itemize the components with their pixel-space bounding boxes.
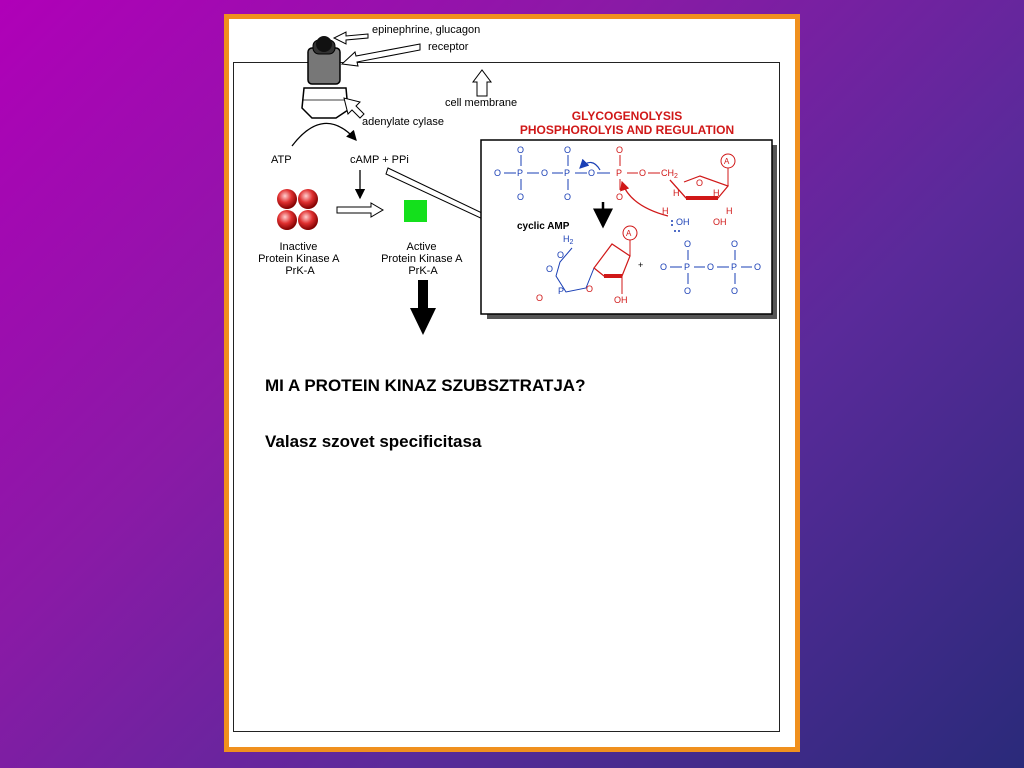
svg-text:P: P [558, 286, 565, 296]
svg-text:O: O [536, 293, 544, 303]
svg-text:OH: OH [614, 295, 628, 305]
svg-text:O: O [541, 168, 549, 178]
label-inactive-kinase: Inactive Protein Kinase A PrK-A [258, 241, 339, 277]
svg-text:O: O [616, 145, 624, 155]
label-hormones: epinephrine, glucagon [372, 24, 481, 36]
svg-text:O: O [696, 178, 704, 188]
svg-text:O: O [707, 262, 715, 272]
svg-text:O: O [588, 168, 596, 178]
svg-text:P: P [564, 168, 571, 178]
svg-text:O: O [564, 145, 572, 155]
svg-text:+: + [638, 260, 644, 270]
reaction-title-line1: GLYCOGENOLYSIS [571, 109, 683, 123]
svg-text:H: H [713, 188, 720, 198]
svg-text:O: O [731, 239, 739, 249]
active-kinase-icon [404, 200, 427, 222]
inactive-kinase-icon [277, 189, 318, 230]
big-down-arrow-icon [410, 280, 436, 335]
svg-text:H2: $H_2$ [563, 234, 574, 246]
svg-text:OH: OH [676, 217, 690, 227]
receptor-arrow-icon [342, 44, 420, 66]
svg-text:P: P [684, 262, 691, 272]
svg-text:O: O [546, 264, 554, 274]
hormone-arrow-icon [334, 32, 368, 44]
question-text: MI A PROTEIN KINAZ SZUBSZTRATJA? [265, 376, 586, 395]
svg-text:H: H [662, 206, 669, 216]
label-atp: ATP [271, 154, 292, 166]
svg-text:O: O [639, 168, 647, 178]
svg-text:A: A [724, 157, 730, 166]
label-adenylate-cyclase: adenylate cylase [362, 116, 444, 128]
membrane-arrow-icon [473, 70, 491, 96]
receptor-graphic [302, 36, 348, 118]
svg-text:O: O [557, 250, 565, 260]
reaction-title-line2: PHOSPHOROLYIS AND REGULATION [519, 123, 735, 137]
label-active-kinase: Active Protein Kinase A PrK-A [381, 241, 462, 277]
svg-text:O: O [731, 286, 739, 296]
svg-text:H: H [673, 188, 680, 198]
svg-text:P: P [616, 168, 623, 178]
label-receptor: receptor [428, 41, 469, 53]
label-camp-ppi: cAMP + PPi [350, 154, 409, 166]
answer-text: Valasz szovet specificitasa [265, 432, 482, 451]
svg-text:O: O [586, 284, 594, 294]
svg-text:O: O [684, 286, 692, 296]
svg-text:O: O [517, 192, 525, 202]
svg-text:O: O [564, 192, 572, 202]
label-cell-membrane: cell membrane [445, 97, 518, 109]
svg-text:O: O [616, 192, 624, 202]
svg-text:O: O [494, 168, 502, 178]
svg-text:H: H [726, 206, 733, 216]
cyclase-arrow-icon [344, 98, 364, 118]
activation-arrow-icon [337, 203, 383, 217]
svg-text:O: O [517, 145, 525, 155]
atp-to-camp-arrow [292, 123, 356, 146]
svg-text:A: A [626, 229, 632, 238]
svg-text:O: O [754, 262, 762, 272]
svg-text:CH2: $CH_2$ [661, 168, 678, 180]
svg-text:P: P [517, 168, 524, 178]
svg-text:O: O [684, 239, 692, 249]
label-cyclic-amp: cyclic AMP [517, 221, 570, 232]
svg-text:O: O [660, 262, 668, 272]
svg-text:P: P [731, 262, 738, 272]
svg-text:OH: OH [713, 217, 727, 227]
